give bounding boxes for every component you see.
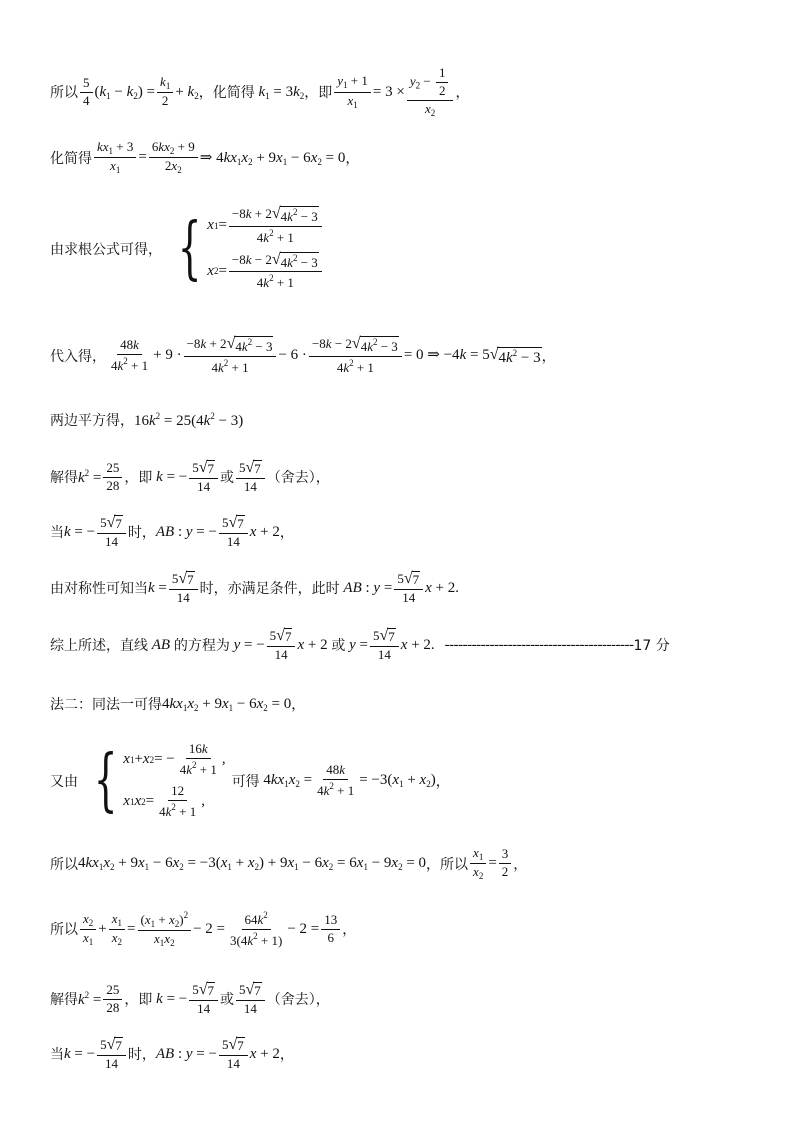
equation-line-3: 由求根公式可得， { x 1 = −8k + 2 √ $4k^2 - 3$ $4k^2 + 1$ x 2 = −8k − 2 √ $4k^2 - 3$ $4k^2 + 1$	[50, 206, 324, 291]
equation-line-15: 当 k = − 5 √ 7 14 时， AB : y = − 5 √ 7 14 x + 2 ，	[50, 1036, 294, 1071]
equation-line-13: 所以 $\frac{x_2}{x_1}$ + $\frac{x_1}{x_2}$ = $\frac{(x_1 + x_2)^2}{x_1x_2}$ − 2 = $\frac{64k^2}{3(4k^2 + 1)}$ − 2 = $\frac{13}{6}$ ，	[50, 910, 357, 949]
equation-line-9: 综上所述，直线 AB 的方程为 y = − 5 √ 7 14 x + 2 或 y = 5 √ 7 14 x + 2 . ------------------------------------------ 17 分	[50, 627, 670, 662]
equation-line-14: 解得 $k^2$ = $\frac{25}{28}$ ，即 k = − 5 √ 7 14 或 5 √ 7 14 （舍去），	[50, 981, 330, 1016]
equation-line-7: 当 k = − 5 √ 7 14 时， AB : y = − 5 √ 7 14 x + 2 ，	[50, 514, 294, 549]
equation-line-5: 两边平方得， $16k^2 = 25(4k^2 - 3)$	[50, 410, 244, 429]
equation-line-12: 所以 $4kx_1x_2 + 9x_1 - 6x_2 = -3(x_1 + x_2) + 9x_1 - 6x_2 = 6x_1 - 9x_2 = 0$ ，所以 $\frac{x_1}{x_2}$ = $\frac{3}{2}$ ，	[50, 845, 528, 882]
equation-line-4: 代入得， $\frac{48k}{4k^2 + 1}$ + 9 · −8k + 2 √ $4k^2 - 3$ $4k^2 + 1$ − 6 · −8k − 2 √ $4k^2 - 3$ $4k^2 + 1$ = 0 ⇒ −4k = 5 √ $4k^2 - 3$ ，	[50, 335, 556, 375]
score-label: 17 分	[633, 638, 670, 655]
equation-line-11: 又由 { x 1 + x 2 = − $\frac{16k}{4k^2 + 1}$ , x 1 x 2 = $\frac{12}{4k^2 + 1}$ , 可得 $4kx_1x_2$ = $\frac{48k}{4k^2 + 1}$ = $-3(x_1 + x_2)$ ，	[50, 740, 450, 820]
equation-line-1: 所以 $\frac{5}{4}$ $(k_1 - k_2)$ = $\frac{k_1}{2}$ + $k_2$ ，化简得 $k_1 = 3k_2$ ，即 $\frac{y_1 + 1}{x_1}$ = 3 × $y_2$ − $\frac{1}{2}$ $x_2$ ，	[50, 65, 470, 118]
equation-line-8: 由对称性可知当 k = 5 √ 7 14 时，亦满足条件，此时 AB : y = 5 √ 7 14 x + 2 .	[50, 570, 459, 605]
equation-line-10: 法二：同法一可得 $4kx_1x_2 + 9x_1 - 6x_2 = 0$ ，	[50, 695, 306, 713]
equation-line-6: 解得 $k^2$ = $\frac{25}{28}$ ，即 k = − 5 √ 7 14 或 5 √ 7 14 （舍去），	[50, 459, 330, 494]
equation-line-2: 化简得 $\frac{kx_1 + 3}{x_1}$ = $\frac{6kx_2 + 9}{2x_2}$ ⇒ $4kx_1x_2 + 9x_1 - 6x_2 = 0$ ，	[50, 139, 360, 176]
